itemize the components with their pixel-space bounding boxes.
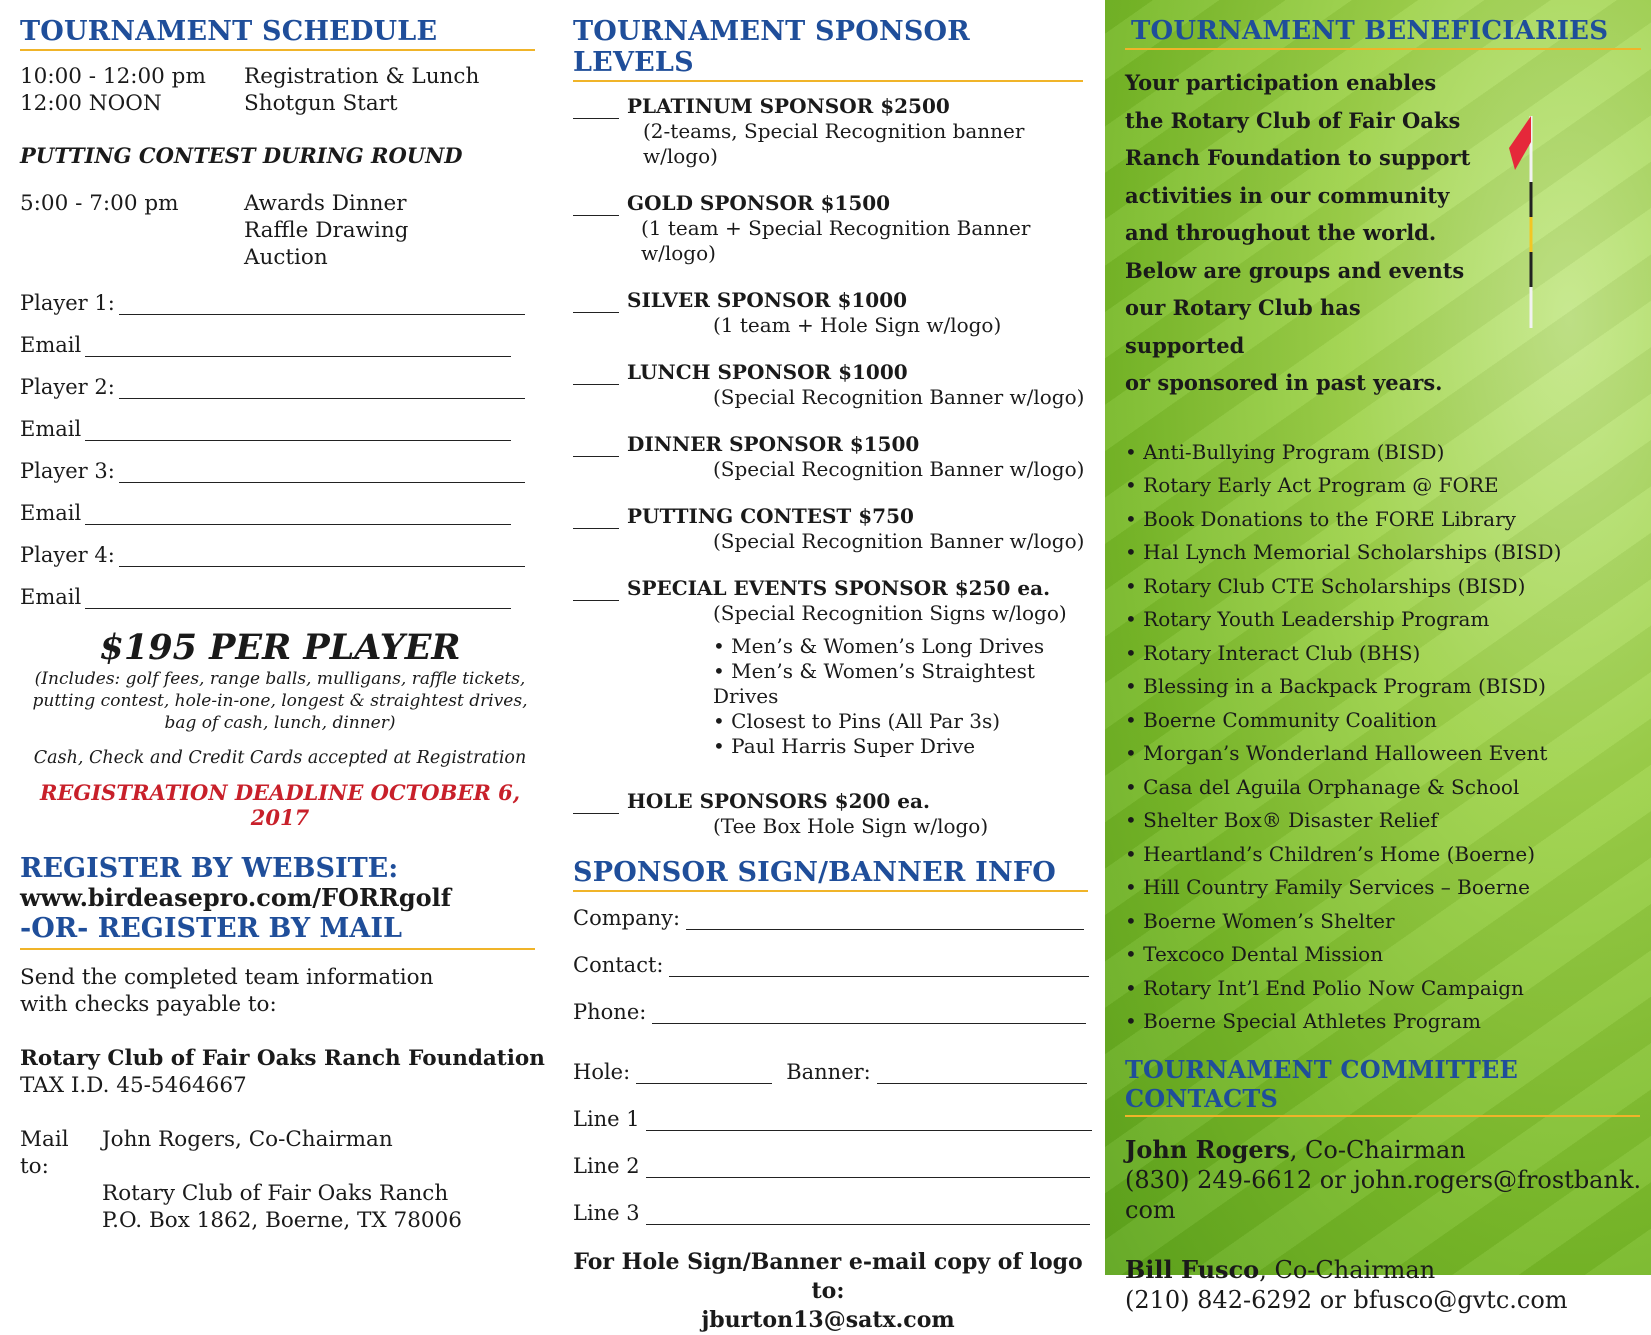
field-label: Line 3	[573, 1201, 640, 1225]
sponsor-level[interactable]	[573, 94, 1105, 169]
list-item: • Boerne Women’s Shelter	[1125, 908, 1395, 933]
register-mail-label: -OR- REGISTER BY MAIL	[20, 912, 535, 950]
logo-email-link[interactable]: jburton13@satx.com	[701, 1307, 955, 1333]
email-field[interactable]	[20, 585, 555, 609]
intro-line: Your participation enables	[1125, 70, 1437, 95]
hole-banner-fields[interactable]	[573, 1060, 1105, 1084]
schedule-row	[20, 90, 555, 117]
player-form	[20, 291, 555, 609]
field-label: Email	[20, 585, 82, 609]
player-field[interactable]	[20, 375, 555, 399]
payee-name: Rotary Club of Fair Oaks Ranch Foundation	[20, 1046, 545, 1071]
sponsor-desc: (Special Recognition Banner w/logo)	[713, 385, 1085, 409]
field-label: Hole:	[573, 1060, 631, 1084]
phone-field[interactable]	[573, 1000, 1105, 1024]
field-line[interactable]	[686, 911, 1084, 930]
checkbox-blank[interactable]	[573, 795, 619, 814]
tax-id: TAX I.D. 45-5464667	[20, 1073, 247, 1098]
list-item: • Rotary Interact Club (BHS)	[1125, 640, 1421, 665]
schedule-title: TOURNAMENT SCHEDULE	[20, 16, 535, 51]
sponsor-desc: (2-teams, Special Recognition banner w/logo)	[643, 119, 1025, 168]
list-item: • Hal Lynch Memorial Scholarships (BISD)	[1125, 540, 1562, 564]
banner-field-line[interactable]	[877, 1065, 1087, 1084]
sponsor-desc: (1 team + Special Recognition Banner w/logo)	[641, 216, 1031, 265]
beneficiaries-title: TOURNAMENT BENEFICIARIES	[1125, 16, 1641, 50]
sponsor-name: LUNCH SPONSOR $1000	[627, 360, 908, 384]
contact-detail[interactable]: com	[1125, 1195, 1176, 1224]
field-line[interactable]	[652, 1005, 1086, 1024]
sponsor-desc: (Special Recognition Banner w/logo)	[713, 457, 1085, 481]
contact-field[interactable]	[573, 953, 1105, 977]
sponsor-level[interactable]	[573, 288, 1105, 338]
field-label: Player 1:	[20, 291, 115, 315]
intro-line: or sponsored in past years.	[1125, 370, 1443, 395]
special-event-item: • Closest to Pins (All Par 3s)	[713, 709, 1001, 733]
sponsor-name: DINNER SPONSOR $1500	[627, 432, 920, 456]
mail-to-block	[20, 1126, 555, 1234]
email-field[interactable]	[20, 501, 555, 525]
field-label: Company:	[573, 906, 681, 930]
field-label: Line 2	[573, 1154, 640, 1178]
field-label: Player 4:	[20, 543, 115, 567]
sponsor-name: PUTTING CONTEST $750	[627, 504, 914, 528]
checkbox-blank[interactable]	[573, 366, 619, 385]
list-item: • Texcoco Dental Mission	[1125, 942, 1384, 966]
schedule-row	[20, 63, 555, 90]
schedule-event: Registration & Lunch	[244, 64, 480, 89]
checkbox-blank[interactable]	[573, 438, 619, 457]
special-event-item: • Men’s & Women’s Straightest Drives	[713, 659, 1035, 708]
beneficiaries-intro	[1125, 64, 1485, 402]
field-line[interactable]	[85, 590, 511, 609]
registration-deadline: REGISTRATION DEADLINE OCTOBER 6, 2017	[39, 780, 521, 830]
checkbox-blank[interactable]	[573, 582, 619, 601]
intro-line: activities in our community	[1125, 182, 1450, 208]
intro-line: Below are groups and events	[1125, 257, 1465, 283]
checkbox-blank[interactable]	[573, 100, 619, 119]
intro-line: and throughout the world.	[1125, 220, 1437, 245]
schedule-row	[20, 190, 555, 271]
list-item: • Heartland’s Children’s Home (Boerne)	[1125, 841, 1536, 866]
field-line[interactable]	[85, 338, 511, 357]
checkbox-blank[interactable]	[573, 510, 619, 529]
sponsor-name: SPECIAL EVENTS SPONSOR $250 ea.	[627, 576, 1051, 600]
field-line[interactable]	[119, 296, 525, 315]
intro-line: the Rotary Club of Fair Oaks	[1125, 107, 1461, 133]
mail-instructions: Send the completed team information	[20, 965, 434, 990]
sponsor-column	[555, 0, 1105, 1333]
list-item: • Rotary Youth Leadership Program	[1125, 607, 1490, 631]
schedule-event: Shotgun Start	[244, 91, 398, 116]
field-label: Player 2:	[20, 375, 115, 399]
list-item: • Casa del Aguila Orphanage & School	[1125, 774, 1520, 799]
sponsor-levels-title: TOURNAMENT SPONSOR LEVELS	[573, 16, 1083, 82]
price-includes: (Includes: golf fees, range balls, mulligans, raffle tickets, putting contest, hole-in-one, longest & straightest drives, bag of cash, lunch, dinner)	[32, 669, 528, 733]
beneficiaries-list	[1125, 436, 1651, 1039]
hole-field-line[interactable]	[636, 1065, 772, 1084]
logo-note: For Hole Sign/Banner e-mail copy of logo to:	[573, 1249, 1083, 1304]
list-item: • Rotary Int’l End Polio Now Campaign	[1125, 975, 1524, 1000]
list-item: • Boerne Special Athletes Program	[1125, 1009, 1482, 1033]
sponsor-level[interactable]	[573, 504, 1105, 554]
field-label: Line 1	[573, 1107, 640, 1131]
checkbox-blank[interactable]	[573, 197, 619, 216]
putting-contest-note: PUTTING CONTEST DURING ROUND	[20, 143, 463, 168]
schedule-time: 5:00 - 7:00 pm	[20, 191, 179, 216]
schedule-time: 10:00 - 12:00 pm	[20, 64, 206, 89]
sponsor-level[interactable]	[573, 360, 1105, 410]
schedule-column	[0, 0, 555, 1275]
line2-field[interactable]	[573, 1154, 1105, 1178]
sponsor-level[interactable]	[573, 432, 1105, 482]
sponsor-level[interactable]	[573, 789, 1105, 839]
line1-field[interactable]	[573, 1107, 1105, 1131]
schedule-event: Awards Dinner	[244, 191, 407, 216]
field-line[interactable]	[646, 1159, 1090, 1178]
contact-detail[interactable]: (210) 842-6292 or bfusco@gvtc.com	[1125, 1285, 1568, 1314]
field-label: Contact:	[573, 953, 664, 977]
sponsor-desc: (Tee Box Hole Sign w/logo)	[713, 814, 989, 838]
field-line[interactable]	[646, 1206, 1090, 1225]
sponsor-name: HOLE SPONSORS $200 ea.	[627, 789, 930, 813]
committee-title: TOURNAMENT COMMITTEE CONTACTS	[1125, 1055, 1640, 1117]
field-line[interactable]	[85, 506, 511, 525]
sponsor-desc: (Special Recognition Banner w/logo)	[713, 529, 1085, 553]
list-item: • Book Donations to the FORE Library	[1125, 506, 1516, 531]
field-line[interactable]	[669, 958, 1089, 977]
company-field[interactable]	[573, 906, 1105, 930]
sponsor-name: PLATINUM SPONSOR $2500	[627, 94, 950, 118]
sponsor-name: SILVER SPONSOR $1000	[627, 288, 908, 312]
contact-role: , Co-Chairman	[1289, 1135, 1466, 1164]
banner-info-title: SPONSOR SIGN/BANNER INFO	[573, 857, 1088, 892]
register-url-link[interactable]: www.birdeasepro.com/FORRgolf	[20, 883, 452, 912]
mail-to-line: John Rogers, Co-Chairman	[102, 1127, 393, 1152]
field-label: Player 3:	[20, 459, 115, 483]
field-line[interactable]	[646, 1112, 1092, 1131]
mail-to-line: Rotary Club of Fair Oaks Ranch	[102, 1181, 449, 1206]
price-per-player: $195 PER PLAYER	[99, 627, 461, 668]
special-event-item: • Paul Harris Super Drive	[713, 734, 976, 758]
field-label: Email	[20, 417, 82, 441]
field-line[interactable]	[119, 548, 525, 567]
line3-field[interactable]	[573, 1201, 1105, 1225]
contact-name: Bill Fusco	[1125, 1254, 1260, 1284]
player-field[interactable]	[20, 543, 555, 567]
sponsor-level[interactable]	[573, 576, 1105, 759]
contact-name: John Rogers	[1125, 1134, 1290, 1164]
schedule-time: 12:00 NOON	[20, 91, 162, 116]
sponsor-name: GOLD SPONSOR $1500	[627, 191, 891, 215]
field-label: Banner:	[786, 1060, 871, 1084]
field-line[interactable]	[119, 380, 525, 399]
contact-detail[interactable]: (830) 249-6612 or john.rogers@frostbank.	[1125, 1165, 1642, 1194]
field-line[interactable]	[119, 464, 525, 483]
email-field[interactable]	[20, 333, 555, 357]
payment-methods: Cash, Check and Credit Cards accepted at Registration	[33, 748, 527, 768]
schedule-event: Auction	[244, 245, 328, 270]
schedule-event: Raffle Drawing	[244, 218, 409, 243]
mail-to-label: Mail to:	[20, 1127, 69, 1179]
sponsor-desc: (1 team + Hole Sign w/logo)	[713, 313, 1002, 337]
field-line[interactable]	[85, 422, 511, 441]
golf-flag-icon	[1485, 112, 1545, 336]
list-item: • Blessing in a Backpack Program (BISD)	[1125, 674, 1546, 698]
contact-role: , Co-Chairman	[1259, 1255, 1436, 1284]
contact-block	[1125, 1255, 1651, 1315]
list-item: • Morgan’s Wonderland Halloween Event	[1125, 741, 1548, 765]
list-item: • Anti-Bullying Program (BISD)	[1125, 439, 1445, 464]
checkbox-blank[interactable]	[573, 294, 619, 313]
list-item: • Boerne Community Coalition	[1125, 707, 1437, 732]
register-website-label: REGISTER BY WEBSITE:	[20, 853, 399, 884]
list-item: • Rotary Club CTE Scholarships (BISD)	[1125, 573, 1526, 598]
intro-line: our Rotary Club has supported	[1125, 295, 1361, 358]
mail-instructions: with checks payable to:	[20, 992, 277, 1017]
email-field[interactable]	[20, 417, 555, 441]
field-label: Email	[20, 501, 82, 525]
intro-line: Ranch Foundation to support	[1125, 145, 1471, 170]
sponsor-level[interactable]	[573, 191, 1105, 266]
sponsor-desc: (Special Recognition Signs w/logo)	[713, 601, 1067, 625]
list-item: • Hill Country Family Services – Boerne	[1125, 875, 1531, 899]
field-label: Email	[20, 333, 82, 357]
contact-block	[1125, 1135, 1651, 1225]
player-field[interactable]	[20, 291, 555, 315]
list-item: • Shelter Box® Disaster Relief	[1125, 808, 1438, 832]
list-item: • Rotary Early Act Program @ FORE	[1125, 473, 1499, 497]
player-field[interactable]	[20, 459, 555, 483]
special-event-item: • Men’s & Women’s Long Drives	[713, 634, 1045, 658]
field-label: Phone:	[573, 1000, 647, 1024]
beneficiaries-column	[1105, 0, 1651, 1314]
mail-to-line: P.O. Box 1862, Boerne, TX 78006	[102, 1208, 462, 1233]
